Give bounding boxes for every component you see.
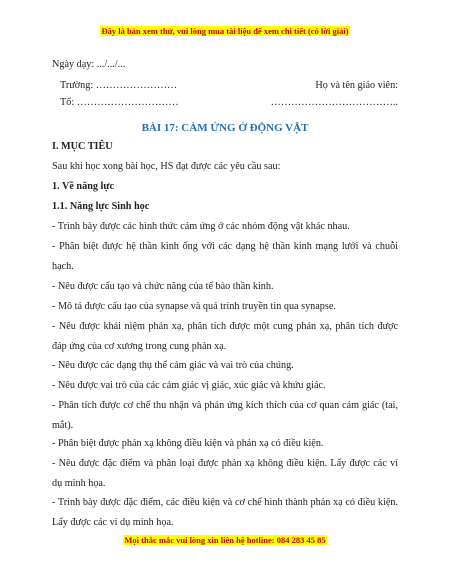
objective-item: - Trình bày được các hình thức cảm ứng ở các nhóm động vật khác nhau. — [52, 221, 350, 232]
school-label: Trường: …………………… — [60, 80, 178, 91]
sub-capacity: 1. Về năng lực — [52, 181, 114, 192]
objective-item: - Nêu được cấu tạo và chức năng của tế bào thần kinh. — [52, 281, 274, 292]
objective-item: - Nêu được vai trò của các cảm giác vị giác, xúc giác và khứu giác. — [52, 380, 326, 391]
objective-item: - Nêu được khái niệm phản xạ, phân tích được một cung phản xạ, phân tích được đáp ứng của cơ xương trong cung phản xạ. — [52, 321, 398, 352]
teacher-name-label: Họ và tên giáo viên: — [315, 80, 398, 91]
objective-item: - Phân biệt được phản xạ không điều kiện và phản xạ có điều kiện. — [52, 438, 324, 449]
sub-biology: 1.1. Năng lực Sinh học — [52, 201, 150, 212]
objective-item: - Phân tích được cơ chế thu nhận và phản ứng kích thích của cơ quan cảm giác (tai, mắt). — [52, 400, 398, 431]
objective-item: - Phân biệt được hệ thần kinh ống với các dạng hệ thần kinh mạng lưới và chuỗi hạch. — [52, 241, 398, 272]
footer-banner: Mọi thắc mắc vui lòng xin liên hệ hotline: 084 283 45 85 — [124, 535, 326, 545]
section-objectives: I. MỤC TIÊU — [52, 141, 113, 152]
objective-item: - Nêu được các dạng thụ thể cảm giác và vai trò của chúng. — [52, 360, 294, 371]
objective-item: - Trình bày được đặc điểm, các điều kiện và cơ chế hình thành phản xạ có điều kiện. Lấy được các ví dụ minh họa. — [52, 497, 398, 528]
objective-item: - Nêu được đặc điểm và phân loại được phản xạ không điều kiện. Lấy được các ví dụ minh họa. — [52, 458, 398, 489]
lesson-title: BÀI 17: CẢM ỨNG Ở ĐỘNG VẬT — [141, 122, 309, 134]
teaching-date: Ngày dạy: .../.../... — [52, 59, 126, 70]
teacher-name-blank: ……………………………….. — [270, 97, 398, 108]
header-banner: Đây là bản xem thử, vui lòng mua tài liệu để xem chi tiết (có lời giải) — [101, 26, 349, 36]
objective-item: - Mô tả được cấu tạo của synapse và quá trình truyền tin qua synapse. — [52, 301, 336, 312]
intro-text: Sau khi học xong bài học, HS đạt được các yêu cầu sau: — [52, 161, 281, 172]
group-label: Tổ: ………………………… — [60, 97, 179, 108]
